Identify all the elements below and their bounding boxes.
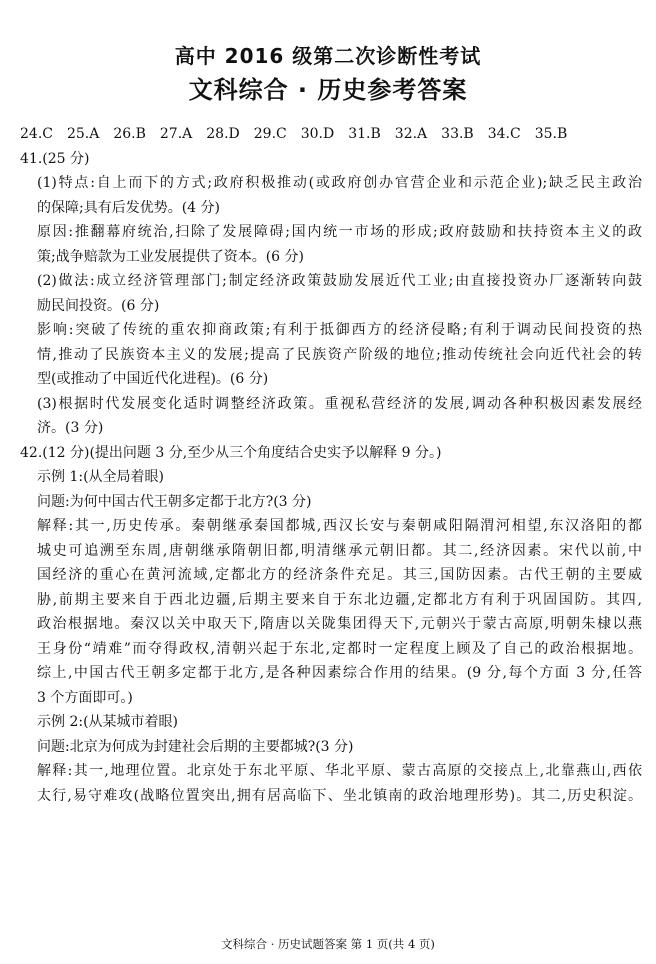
example-2-title: 示例 2:(从某城市着眼) bbox=[37, 714, 178, 730]
q41-text-line: 济。(3 分) bbox=[37, 420, 104, 436]
q41-text-line: (1)特点:自上而下的方式;政府积极推动(或政府创办官营企业和示范企业);缺乏民主政治 bbox=[37, 175, 642, 191]
document-subtitle: 文科综合 · 历史参考答案 bbox=[188, 76, 468, 104]
q41-text-line: 原因:推翻幕府统治,扫除了发展障碍;国内统一市场的形成;政府鼓励和扶持资本主义的政 bbox=[37, 224, 642, 240]
q41-text-line: 情,推动了民族资本主义的发展;提高了民族资产阶级的地位;推动传统社会向近代社会的转 bbox=[37, 346, 642, 363]
exam-title: 高中 2016 级第二次诊断性考试 bbox=[174, 44, 482, 68]
example-2-text-line: 解释:其一,地理位置。北京处于东北平原、华北平原、蒙古高原的交接点上,北靠燕山,西依 bbox=[37, 763, 642, 779]
example-1-title: 示例 1:(从全局着眼) bbox=[37, 469, 164, 485]
q41-text-line: 影响:突破了传统的重农抑商政策;有利于抵御西方的经济侵略;有利于调动民间投资的热 bbox=[37, 322, 642, 338]
q41-text-line: (2)做法:成立经济管理部门;制定经济政策鼓励发展近代工业;由直接投资办厂逐渐转向鼓 bbox=[37, 273, 642, 289]
example-1-text-line: 解释:其一,历史传承。秦朝继承秦国都城,西汉长安与秦朝咸阳隔渭河相望,东汉洛阳的都 bbox=[37, 518, 642, 534]
q41-text-line: 策;战争赔款为工业发展提供了资本。(6 分) bbox=[37, 248, 304, 265]
q41-text-line: 型(或推动了中国近代化进程)。(6 分) bbox=[37, 371, 269, 387]
answer-body bbox=[20, 122, 642, 808]
example-2-text-line: 太行,易守难攻(战略位置突出,拥有居高临下、坐北镇南的政治地理形势)。其二,历史积淀。 bbox=[37, 787, 642, 804]
example-1-text-line: 政治根据地。秦汉以关中取天下,隋唐以关陇集团得天下,元朝兴于蒙古高原,明朝朱棣以燕 bbox=[37, 616, 642, 632]
q41-heading: 41.(25 分) bbox=[20, 150, 90, 167]
multiple-choice-answers: 24.C 25.A 26.B 27.A 28.D 29.C 30.D 31.B 32.A 33.B 34.C 35.B bbox=[20, 126, 568, 142]
q41-text-line: (3)根据时代发展变化适时调整经济政策。重视私营经济的发展,调动各种积极因素发展经 bbox=[37, 395, 642, 412]
example-1-text-line: 国经济的重心在黄河流域,定都北方的经济条件充足。其三,国防因素。古代王朝的主要威 bbox=[37, 567, 642, 583]
q41-text-line: 励民间投资。(6 分) bbox=[37, 297, 160, 314]
example-1-text-line: 王身份“靖难”而夺得政权,清朝兴起于东北,定都时一定程度上顾及了自己的政治根据地。 bbox=[37, 640, 642, 657]
example-1-text-line: 综上,中国古代王朝多定都于北方,是各种因素综合作用的结果。(9 分,每个方面 3 分,任答 bbox=[37, 665, 642, 681]
example-1-question: 问题:为何中国古代王朝多定都于北方?(3 分) bbox=[37, 493, 312, 510]
example-1-text-line: 胁,前期主要来自于西北边疆,后期主要来自于东北边疆,定都北方有利于巩固国防。其四, bbox=[37, 591, 642, 608]
page-footer: 文科综合 · 历史试题答案 第 1 页(共 4 页) bbox=[221, 937, 435, 951]
q42-heading: 42.(12 分)(提出问题 3 分,至少从三个角度结合史实予以解释 9 分。) bbox=[20, 444, 442, 461]
example-1-text-line: 城史可追溯至东周,唐朝继承隋朝旧都,明清继承元朝旧都。其二,经济因素。宋代以前,中 bbox=[37, 542, 642, 559]
example-1-text-line: 3 个方面即可。) bbox=[37, 689, 133, 706]
example-2-question: 问题:北京为何成为封建社会后期的主要都城?(3 分) bbox=[37, 738, 354, 755]
q41-text-line: 的保障;具有后发优势。(4 分) bbox=[37, 199, 220, 216]
